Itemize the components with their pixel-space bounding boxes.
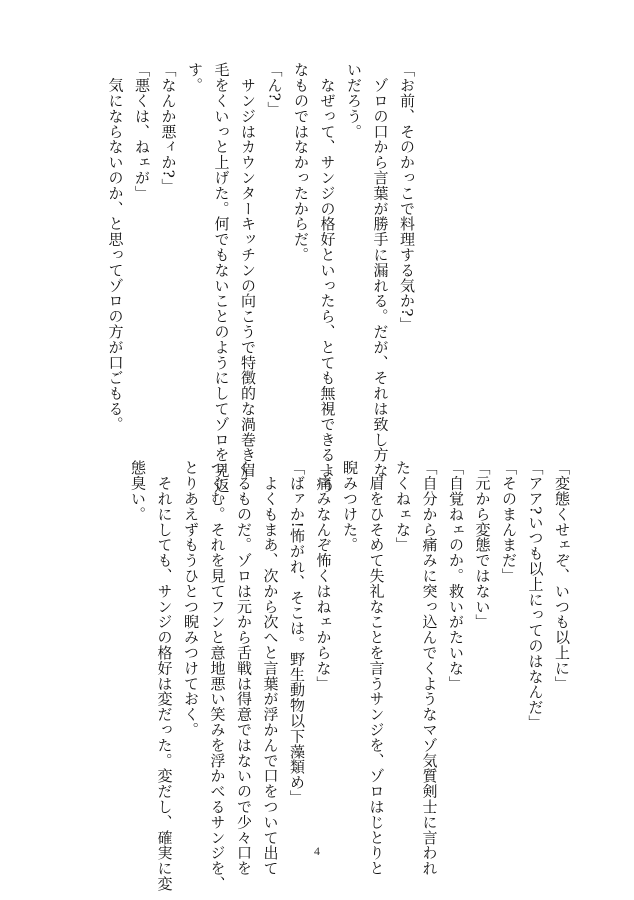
text-line: 「悪くは、ねェが」 [133,62,151,201]
text-block-lower [100,460,575,892]
text-line: 「元から変態ではない」 [473,460,492,630]
text-line: たくねェな」 [394,460,412,553]
text-line: 態臭い。 [129,460,147,522]
text-line: 「自覚ねェのか。救いがたいな」 [447,460,465,691]
text-line: なものではなかったからだ。 [292,62,310,263]
text-line: す。 [186,62,204,93]
text-line: 「変態くせェぞ、いつも以上に」 [553,460,571,691]
text-line: 「自分から痛みに突っ込んでくようなマゾ気質剣士に言われ [420,460,439,876]
text-line: 眉をひそめて失礼なことを言うサンジを、ゾロはじとりと [367,460,386,876]
text-line: 毛をくいっと上げた。何でもないことのようにしてゾロを見返 [212,62,231,494]
text-line: ゾロの口から言葉が勝手に漏れる。だが、それは致し方な [371,62,390,478]
text-line: つぐむ。それを見てフンと意地悪い笑みを浮かべるサンジを、 [208,460,227,892]
text-line: 「ばァか!怖がれ、そこは。野生動物以下藻類め」 [288,460,306,806]
text-line: サンジはカウンターキッチンの向こうで特徴的な渦巻き眉 [239,62,257,478]
text-line: 「そのまんまだ」 [500,460,518,584]
text-line: 「ん?」 [265,62,284,117]
text-line: 「痛みなんぞ怖くはねェからな」 [314,460,333,691]
text-line: 「なんか悪ィか?」 [159,62,178,194]
text-line: いだろう。 [345,62,363,139]
text-line: 気にならないのか、と思ってゾロの方が口ごもる。 [106,62,125,432]
text-line: とりあえずもうひとつ睨みつけておく。 [182,460,200,738]
page-number: 4 [314,844,320,858]
text-line: 「お前、そのかっこで料理する気か?」 [398,62,416,333]
text-line: くるものだ。ゾロは元から舌戦は得意ではないので少々口を [235,460,253,876]
text-line: なぜって、サンジの格好といったら、とても無視できるよう [318,62,337,494]
text-line: それにしても、サンジの格好は変だった。変だし、確実に変 [155,460,174,892]
text-line: 「アア?いつも以上にってのはなんだ」 [526,460,545,731]
text-line: よくもまあ、次から次へと言葉が浮かんで口をついて出て [261,460,280,876]
text-line: 睨みつけた。 [341,460,359,553]
